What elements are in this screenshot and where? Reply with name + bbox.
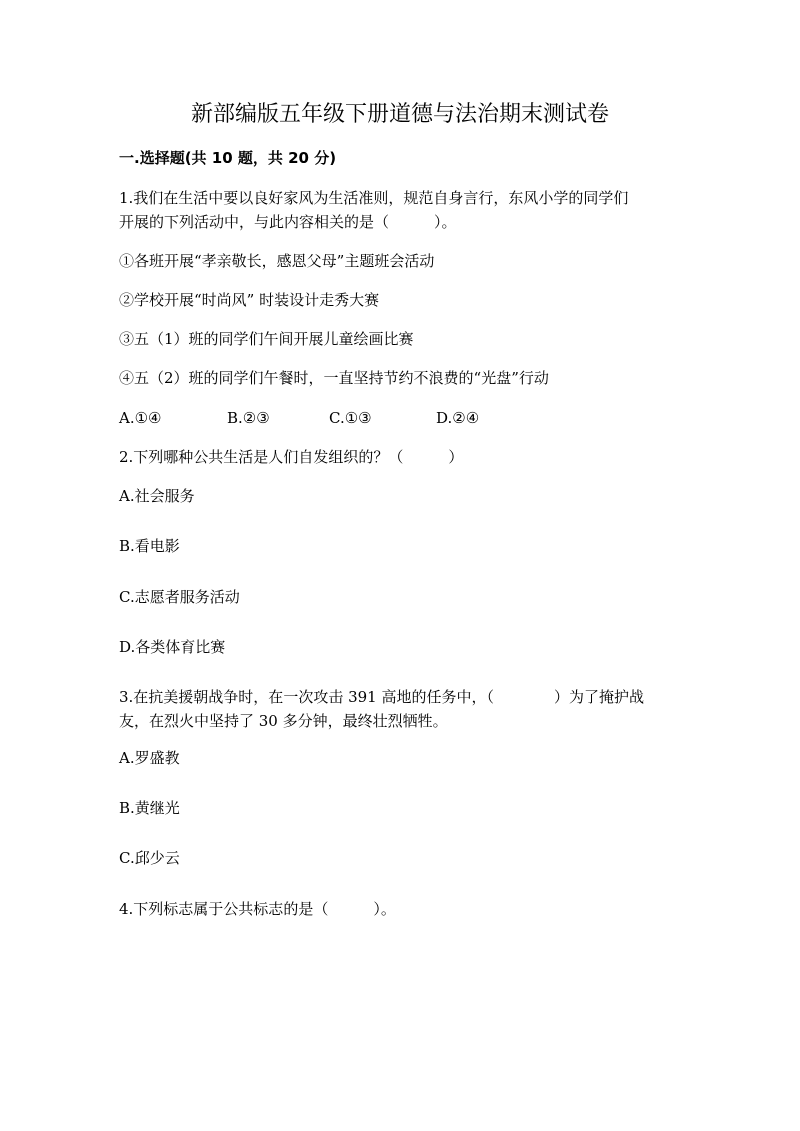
section-heading: 一.选择题(共 10 题，共 20 分) bbox=[119, 149, 337, 167]
question-1-item-1: ①各班开展“孝亲敬长，感恩父母”主题班会活动 bbox=[119, 252, 435, 270]
question-1-stem-line-1: 1.我们在生活中要以良好家风为生活准则，规范自身言行，东风小学的同学们 bbox=[119, 189, 629, 207]
question-3-stem-line-1: 3.在抗美援朝战争时，在一次攻击 391 高地的任务中，（ ）为了掩护战 bbox=[119, 688, 644, 706]
question-3-option-b: B.黄继光 bbox=[119, 799, 180, 817]
question-1-option-d: D.②④ bbox=[436, 409, 480, 427]
page-title: 新部编版五年级下册道德与法治期末测试卷 bbox=[190, 102, 609, 127]
question-2-option-b: B.看电影 bbox=[119, 537, 180, 555]
question-2-stem: 2.下列哪种公共生活是人们自发组织的？（ ） bbox=[119, 448, 464, 466]
question-1-item-4: ④五（2）班的同学们午餐时，一直坚持节约不浪费的“光盘”行动 bbox=[119, 369, 549, 387]
question-2-option-a: A.社会服务 bbox=[119, 487, 195, 505]
question-1-item-3: ③五（1）班的同学们午间开展儿童绘画比赛 bbox=[119, 330, 414, 348]
question-3-option-a: A.罗盛教 bbox=[119, 749, 180, 767]
question-1-option-c: C.①③ bbox=[329, 409, 372, 427]
question-1-item-2: ②学校开展“时尚风” 时装设计走秀大赛 bbox=[119, 291, 380, 309]
question-1-option-a: A.①④ bbox=[119, 409, 162, 427]
question-1-option-b: B.②③ bbox=[227, 409, 270, 427]
question-4-stem: 4.下列标志属于公共标志的是（ ）。 bbox=[119, 900, 396, 918]
question-1-stem-line-2: 开展的下列活动中，与此内容相关的是（ ）。 bbox=[119, 213, 457, 231]
question-3-option-c: C.邱少云 bbox=[119, 849, 180, 867]
question-2-option-c: C.志愿者服务活动 bbox=[119, 588, 240, 606]
question-3-stem-line-2: 友，在烈火中坚持了 30 多分钟，最终壮烈牺牲。 bbox=[119, 712, 448, 730]
question-2-option-d: D.各类体育比赛 bbox=[119, 638, 226, 656]
